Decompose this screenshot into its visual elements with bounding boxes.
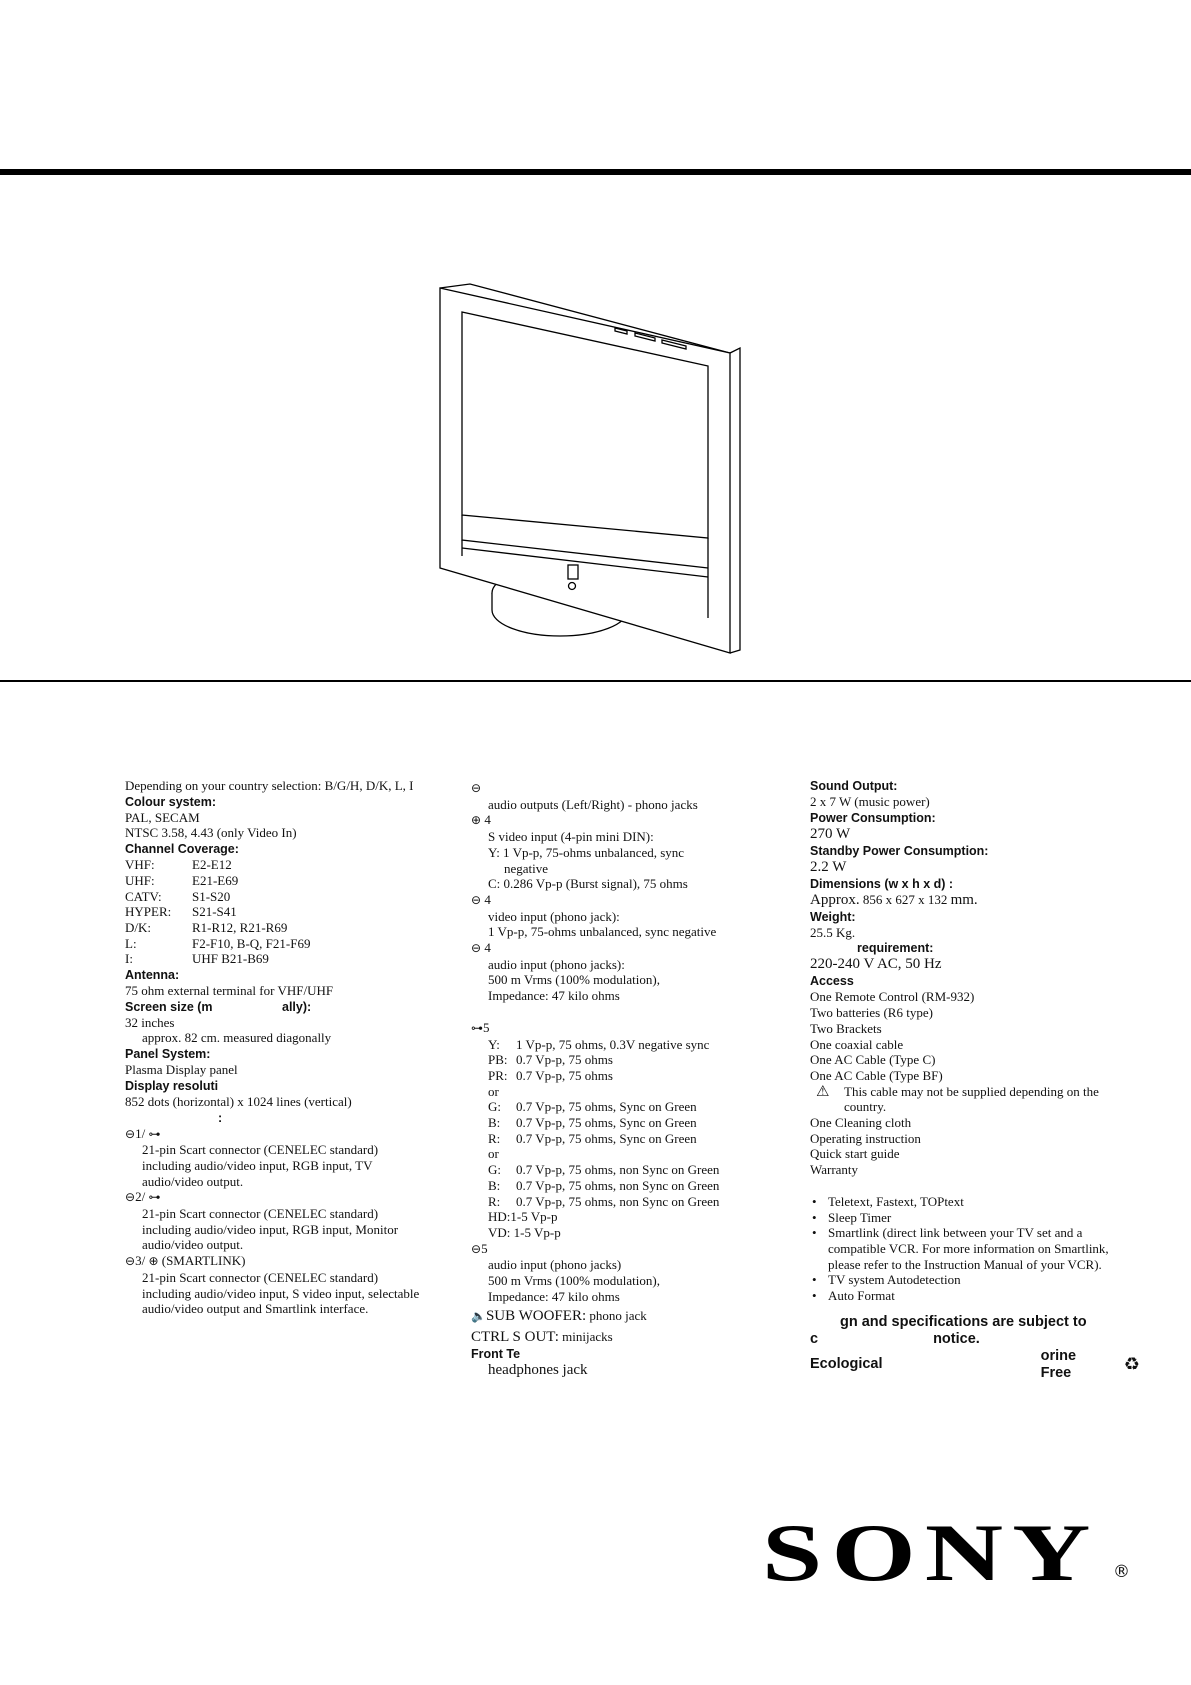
scart-icon: ⊶ (148, 1126, 161, 1141)
component-value: 0.7 Vp-p, 75 ohms (516, 1067, 613, 1083)
channel-row (125, 889, 425, 905)
power-heading: Power Consumption: (810, 810, 936, 825)
display-resolution-heading: Display resoluti (125, 1078, 219, 1093)
accessory-item: Operating instruction (810, 1130, 921, 1146)
spec-column-3 (810, 778, 1140, 1382)
component-row (471, 1131, 771, 1147)
colour-system-heading: Colour system: (125, 794, 216, 809)
speaker-icon: 🔈 (471, 1308, 486, 1323)
channel-range: E2-E12 (192, 857, 232, 873)
component-key: or (488, 1146, 499, 1162)
component-key: G: (488, 1099, 501, 1115)
component-key: G: (488, 1162, 501, 1178)
channel-range: E21-E69 (192, 872, 239, 888)
component-key: PB: (488, 1052, 508, 1068)
audio-4-label: ⊖ 4 (471, 940, 491, 956)
top-rule (0, 169, 1191, 175)
subwoofer-line: 🔈SUB WOOFER: phono jack (471, 1307, 647, 1324)
screen-size-text: approx. 82 cm. measured diagonally (142, 1030, 332, 1046)
component-key: Y: (488, 1036, 500, 1052)
tv-system-text: Depending on your country selection: B/G/H, D/K, L, I (125, 778, 414, 793)
panel-system-heading: Panel System: (125, 1047, 211, 1062)
channel-range: F2-F10, B-Q, F21-F69 (192, 935, 311, 951)
component-key: R: (488, 1130, 501, 1146)
channel-band: HYPER: (125, 904, 172, 920)
accessory-item: One coaxial cable (810, 1036, 904, 1052)
accessory-item: Two batteries (R6 type) (810, 1005, 933, 1021)
component-5-label: ⊶5 (471, 1019, 490, 1035)
front-terminal-heading: Front Te (471, 1346, 521, 1361)
sync-text: HD:1-5 Vp-p (488, 1209, 558, 1225)
display-resolution-text: 852 dots (horizontal) x 1024 lines (vertical) (125, 1093, 352, 1109)
component-value: 0.7 Vp-p, 75 ohms, Sync on Green (516, 1099, 697, 1115)
component-key: B: (488, 1115, 501, 1131)
component-key: R: (488, 1193, 501, 1209)
component-value: 0.7 Vp-p, 75 ohms, Sync on Green (516, 1115, 697, 1131)
component-row (471, 1099, 771, 1115)
audio-input-text: Impedance: 47 kilo ohms (488, 988, 620, 1004)
channel-row (125, 936, 425, 952)
accessories-heading: Access (810, 974, 854, 989)
accessory-item: Two Brackets (810, 1020, 882, 1036)
input-arrow-icon: ⊖ (125, 1190, 136, 1205)
s-video-icon: ⊕ (148, 1254, 159, 1269)
panel-system-text: Plasma Display panel (125, 1062, 238, 1078)
colour-system-line: NTSC 3.58, 4.43 (only Video In) (125, 825, 297, 841)
channel-band: CATV: (125, 888, 162, 904)
feature-text: TV system Autodetection (828, 1272, 961, 1288)
channel-range: S1-S20 (192, 888, 231, 904)
screen-size-heading: Screen size (m ally): (125, 999, 312, 1014)
component-key: or (488, 1083, 499, 1099)
dimensions-heading: Dimensions (w x h x d) : (810, 876, 954, 891)
video-input-text: 1 Vp-p, 75-ohms unbalanced, sync negative (488, 924, 717, 940)
component-row (471, 1115, 771, 1131)
s-video-icon: ⊕ (471, 813, 482, 828)
sync-text: VD: 1-5 Vp-p (488, 1224, 561, 1240)
channel-row (125, 873, 425, 889)
accessories-list (810, 989, 1140, 1083)
audio-input-text: 500 m Vrms (100% modulation), (488, 1273, 660, 1289)
feature-item (810, 1210, 1140, 1226)
sony-logo: SONY (762, 1507, 1100, 1598)
accessory-item: One AC Cable (Type BF) (810, 1067, 943, 1083)
channel-range: UHF B21-B69 (192, 951, 269, 967)
component-row (471, 1162, 771, 1178)
input-arrow-icon: ⊖ (125, 1126, 136, 1141)
input-arrow-icon: ⊖ (471, 1241, 482, 1256)
tv-illustration (430, 278, 760, 658)
standby-text: 2.2 W (810, 858, 847, 875)
weight-heading: Weight: (810, 909, 856, 924)
component-value: 1 Vp-p, 75 ohms, 0.3V negative sync (516, 1036, 710, 1052)
s-video-text: S video input (4-pin mini DIN): (488, 829, 654, 845)
bullet-icon: • (812, 1193, 817, 1209)
accessory-item: One Cleaning cloth (810, 1115, 912, 1131)
warning-icon: ⚠ (816, 1081, 830, 1100)
bullet-icon: • (812, 1288, 817, 1304)
dimensions-text: Approx. 856 x 627 x 132 mm. (810, 891, 978, 908)
scart-icon: ⊶ (471, 1020, 483, 1035)
input-arrow-icon: ⊖ (471, 941, 482, 956)
channel-band: I: (125, 951, 133, 967)
channel-range: S21-S41 (192, 904, 237, 920)
power-requirement-heading: requirement: (857, 941, 934, 956)
power-text: 270 W (810, 825, 851, 842)
antenna-heading: Antenna: (125, 968, 180, 983)
component-row (471, 1052, 771, 1068)
feature-item (810, 1225, 1140, 1272)
ecological-note: Ecological orine Free ♻ (810, 1347, 1140, 1381)
accessory-item: Warranty (810, 1162, 859, 1178)
bullet-icon: • (812, 1225, 817, 1241)
scart-1-text: 21-pin Scart connector (CENELEC standard) including audio/video input, RGB input, TV audio/video output. (142, 1142, 379, 1189)
channel-coverage-heading: Channel Coverage: (125, 842, 239, 857)
channel-row (125, 857, 425, 873)
video-input-text: video input (phono jack): (488, 908, 620, 924)
feature-text: Sleep Timer (828, 1209, 892, 1225)
spec-column-2 (471, 780, 771, 1379)
design-note: gn and specifications are subject to (840, 1313, 1087, 1330)
channel-band: VHF: (125, 857, 155, 873)
warning-note: ⚠ This cable may not be supplied depending on the country. (810, 1084, 1140, 1115)
accessory-item: Quick start guide (810, 1146, 900, 1162)
middle-rule (0, 680, 1191, 682)
sound-output-text: 2 x 7 W (music power) (810, 794, 930, 809)
s-video-text: negative (504, 860, 549, 876)
antenna-text: 75 ohm external terminal for VHF/UHF (125, 983, 334, 999)
standby-heading: Standby Power Consumption: (810, 843, 989, 858)
component-value: 0.7 Vp-p, 75 ohms (516, 1052, 613, 1068)
component-row (471, 1194, 771, 1210)
scart-3-label: ⊖3/ ⊕ (SMARTLINK) (125, 1253, 246, 1269)
feature-text: Auto Format (828, 1288, 895, 1304)
input-arrow-icon: ⊖ (125, 1254, 136, 1269)
component-value: 0.7 Vp-p, 75 ohms, Sync on Green (516, 1130, 697, 1146)
audio-input-text: audio input (phono jacks): (488, 956, 625, 972)
feature-item (810, 1272, 1140, 1288)
power-requirement-text: 220-240 V AC, 50 Hz (810, 956, 942, 973)
audio-input-text: Impedance: 47 kilo ohms (488, 1288, 620, 1304)
recycle-icon: ♻ (1123, 1354, 1140, 1376)
accessories-list (810, 1115, 1140, 1178)
spec-column-1 (125, 778, 425, 1317)
feature-text: Teletext, Fastext, TOPtext (828, 1193, 964, 1209)
channel-row (125, 920, 425, 936)
sound-output-heading: Sound Output: (810, 779, 898, 793)
bullet-icon: • (812, 1209, 817, 1225)
component-value: 0.7 Vp-p, 75 ohms, non Sync on Green (516, 1162, 720, 1178)
audio-5-label: ⊖5 (471, 1240, 488, 1256)
component-value: 0.7 Vp-p, 75 ohms, non Sync on Green (516, 1177, 720, 1193)
bullet-icon: • (812, 1272, 817, 1288)
scart-1-label: ⊖1/ ⊶ (125, 1125, 161, 1141)
s-video-text: Y: 1 Vp-p, 75-ohms unbalanced, sync (488, 844, 685, 860)
component-value: 0.7 Vp-p, 75 ohms, non Sync on Green (516, 1193, 720, 1209)
weight-text: 25.5 Kg. (810, 924, 856, 940)
s-video-4-label: ⊕ 4 (471, 812, 491, 828)
accessory-item: One AC Cable (Type C) (810, 1052, 936, 1068)
terminals-heading: : (218, 1110, 223, 1125)
feature-item (810, 1194, 1140, 1210)
component-key: PR: (488, 1067, 508, 1083)
scart-2-text: 21-pin Scart connector (CENELEC standard) including audio/video input, RGB input, Monitor audio/video output. (142, 1206, 399, 1253)
registered-mark: ® (1113, 1562, 1130, 1582)
ctrl-s-line: CTRL S OUT: minijacks (471, 1328, 613, 1345)
component-list (471, 1037, 771, 1210)
component-row (471, 1068, 771, 1084)
channel-row (125, 904, 425, 920)
audio-input-text: 500 m Vrms (100% modulation), (488, 972, 660, 988)
accessory-item: One Remote Control (RM-932) (810, 989, 975, 1005)
feature-text: Smartlink (direct link between your TV set and a compatible VCR. For more information on Smartlink, please refer to the Instruction Manual of your VCR). (828, 1225, 1109, 1272)
colour-system-line: PAL, SECAM (125, 809, 200, 825)
scart-icon: ⊶ (148, 1190, 161, 1205)
component-key: B: (488, 1177, 501, 1193)
channel-band: D/K: (125, 919, 151, 935)
features-list (810, 1194, 1140, 1304)
s-video-text: C: 0.286 Vp-p (Burst signal), 75 ohms (488, 876, 688, 892)
feature-item (810, 1288, 1140, 1304)
component-row (471, 1178, 771, 1194)
channel-row (125, 951, 425, 967)
audio-output-text: audio outputs (Left/Right) - phono jacks (488, 796, 698, 812)
channel-list (125, 857, 425, 967)
component-row (471, 1084, 771, 1100)
front-terminal-text: headphones jack (488, 1361, 588, 1378)
channel-range: R1-R12, R21-R69 (192, 919, 288, 935)
channel-band: L: (125, 935, 137, 951)
audio-input-text: audio input (phono jacks) (488, 1257, 622, 1273)
video-4-label: ⊖ 4 (471, 891, 491, 907)
screen-size-text: 32 inches (125, 1014, 175, 1030)
headphone-out-icon: ⊖ (471, 781, 482, 795)
component-row (471, 1146, 771, 1162)
scart-2-label: ⊖2/ ⊶ (125, 1189, 161, 1205)
input-arrow-icon: ⊖ (471, 892, 482, 907)
component-row (471, 1037, 771, 1053)
design-note: c notice. (810, 1330, 980, 1347)
scart-3-text: 21-pin Scart connector (CENELEC standard) including audio/video input, S video input, selectable audio/video output and Smartlink interface. (142, 1269, 420, 1317)
channel-band: UHF: (125, 872, 155, 888)
